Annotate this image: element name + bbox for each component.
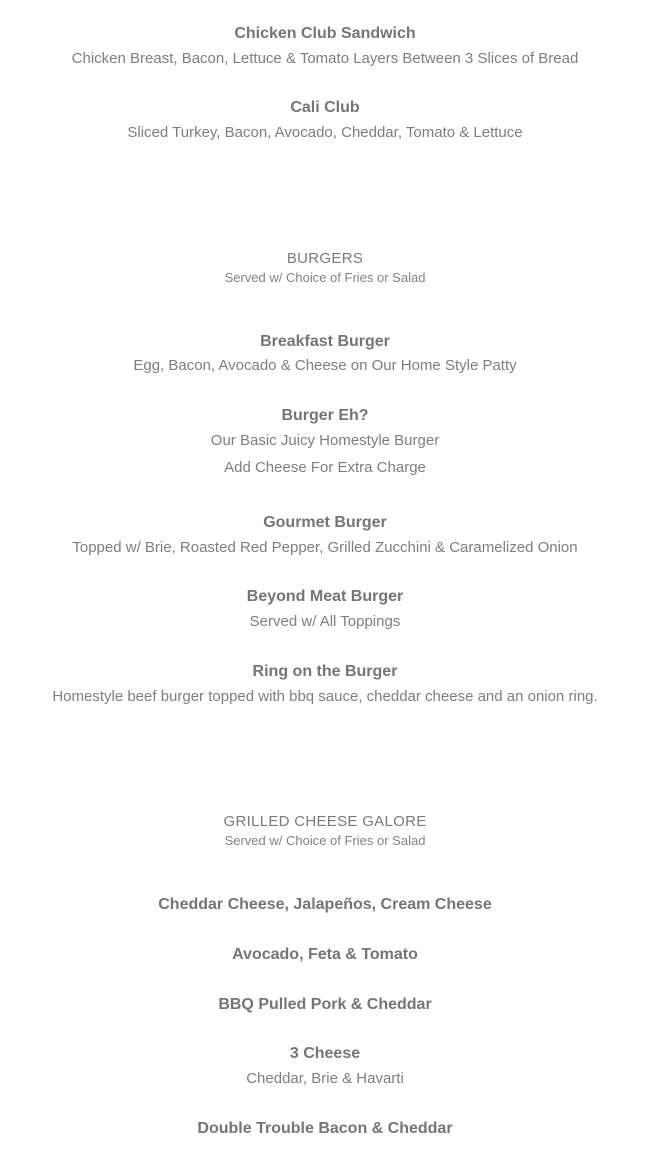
section-heading-burgers: BURGERS	[286, 250, 364, 267]
menu-item-description: Egg, Bacon, Avocado & Cheese on Our Home Style Patty	[133, 357, 517, 374]
menu-item-description: Cheddar, Brie & Havarti	[246, 1070, 404, 1087]
menu-item-title: BBQ Pulled Pork & Cheddar	[218, 996, 432, 1013]
menu-item-title: Avocado, Feta & Tomato	[232, 946, 418, 963]
menu-item-title: Breakfast Burger	[260, 333, 390, 350]
section-subheading: Served w/ Choice of Fries or Salad	[224, 270, 426, 285]
menu-item-title: Cheddar Cheese, Jalapeños, Cream Cheese	[158, 896, 492, 913]
menu-item-title: Beyond Meat Burger	[246, 588, 404, 605]
menu-item-title: Double Trouble Bacon & Cheddar	[197, 1120, 453, 1137]
menu-item-note: Add Cheese For Extra Charge	[224, 459, 426, 476]
menu-item-description: Chicken Breast, Bacon, Lettuce & Tomato Layers Between 3 Slices of Bread	[71, 50, 579, 67]
menu-item-title: Ring on the Burger	[252, 663, 398, 680]
menu-item-description: Sliced Turkey, Bacon, Avocado, Cheddar, Tomato & Lettuce	[127, 124, 523, 141]
menu-item-title: Cali Club	[290, 99, 360, 116]
menu-item-title: Gourmet Burger	[263, 514, 387, 531]
section-subheading: Served w/ Choice of Fries or Salad	[224, 833, 426, 848]
section-heading-grilled-cheese: GRILLED CHEESE GALORE	[223, 813, 427, 830]
menu-item-title: 3 Cheese	[289, 1045, 361, 1062]
menu-item-description: Topped w/ Brie, Roasted Red Pepper, Grilled Zucchini & Caramelized Onion	[72, 539, 578, 556]
menu-item-title: Burger Eh?	[281, 407, 369, 424]
menu-item-title: Chicken Club Sandwich	[234, 25, 416, 42]
menu-item-description: Our Basic Juicy Homestyle Burger	[210, 432, 440, 449]
menu-item-description: Homestyle beef burger topped with bbq sauce, cheddar cheese and an onion ring.	[52, 688, 598, 705]
menu-item-description: Served w/ All Toppings	[249, 613, 401, 630]
